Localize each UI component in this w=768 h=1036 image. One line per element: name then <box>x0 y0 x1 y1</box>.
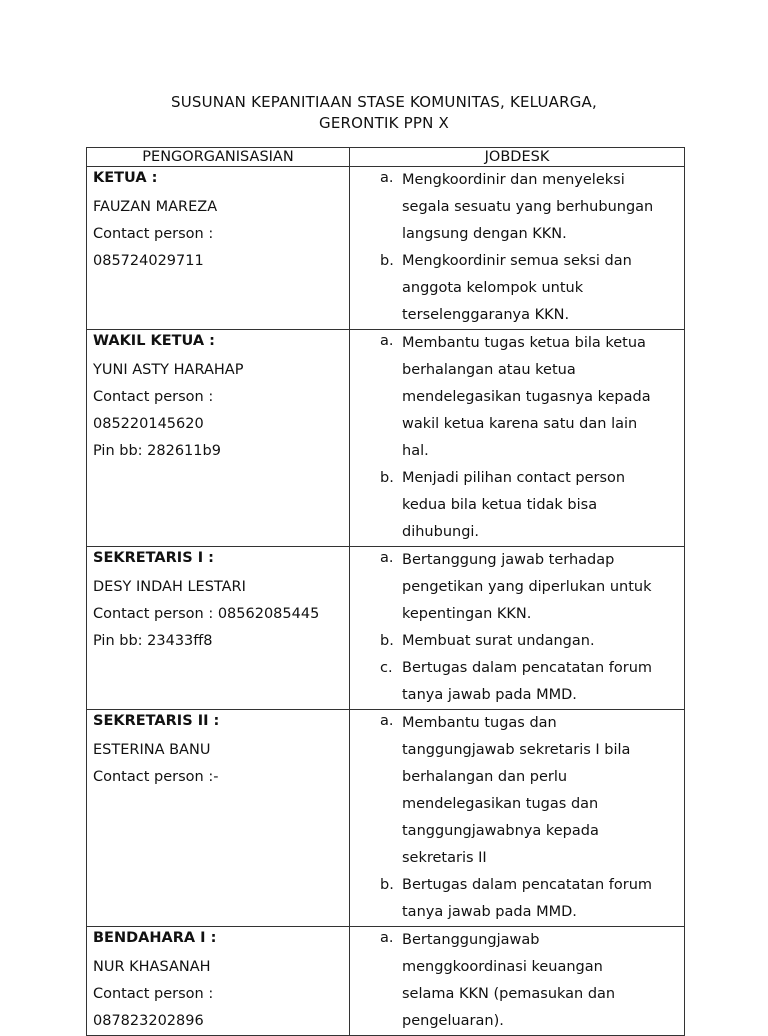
list-marker: b. <box>380 470 394 486</box>
role-title: SEKRETARIS II : <box>93 713 220 729</box>
jobdesk-text-line: mendelegasikan tugas dan <box>402 796 599 812</box>
jobdesk-text-line: dihubungi. <box>402 524 480 540</box>
jobdesk-item <box>350 628 684 655</box>
organization-cell <box>87 710 350 927</box>
jobdesk-text-line: selama KKN (pemasukan dan <box>402 986 616 1002</box>
jobdesk-list <box>350 330 684 546</box>
jobdesk-item <box>350 330 684 465</box>
member-detail: 087823202896 <box>93 1013 204 1029</box>
table-row <box>87 710 685 927</box>
jobdesk-list <box>350 710 684 926</box>
title-line-2: GERONTIK PPN X <box>319 114 449 132</box>
document-title <box>0 92 768 134</box>
jobdesk-item <box>350 547 684 628</box>
list-marker: a. <box>380 333 394 349</box>
jobdesk-text-line: menggkoordinasi keuangan <box>402 959 603 975</box>
title-line-1: SUSUNAN KEPANITIAAN STASE KOMUNITAS, KELUARGA, <box>171 93 597 111</box>
jobdesk-text-line: anggota kelompok untuk <box>402 280 584 296</box>
jobdesk-item <box>350 710 684 872</box>
header-organization: PENGORGANISASIAN <box>87 148 350 167</box>
member-detail: Contact person : <box>93 226 214 242</box>
jobdesk-list <box>350 167 684 329</box>
list-marker: c. <box>380 660 393 676</box>
list-marker: b. <box>380 253 394 269</box>
list-marker: a. <box>380 930 394 946</box>
member-detail: 085220145620 <box>93 416 204 432</box>
jobdesk-text-line: Membuat surat undangan. <box>402 633 595 649</box>
member-detail: Contact person : 08562085445 <box>93 606 320 622</box>
jobdesk-text-line: berhalangan atau ketua <box>402 362 576 378</box>
organization-cell <box>87 547 350 710</box>
member-detail: NUR KHASANAH <box>93 959 211 975</box>
member-detail: Contact person : <box>93 389 214 405</box>
role-title: BENDAHARA I : <box>93 930 217 946</box>
list-marker: a. <box>380 170 394 186</box>
jobdesk-item <box>350 167 684 248</box>
table-row <box>87 547 685 710</box>
table-row <box>87 167 685 330</box>
committee-table <box>86 147 685 1036</box>
member-detail: Contact person : <box>93 986 214 1002</box>
header-jobdesk: JOBDESK <box>350 148 685 167</box>
jobdesk-list <box>350 927 684 1035</box>
jobdesk-cell <box>350 927 685 1036</box>
jobdesk-item <box>350 655 684 709</box>
jobdesk-text-line: tanya jawab pada MMD. <box>402 687 577 703</box>
member-detail: DESY INDAH LESTARI <box>93 579 246 595</box>
organization-cell <box>87 167 350 330</box>
jobdesk-cell <box>350 710 685 927</box>
member-detail: 085724029711 <box>93 253 204 269</box>
jobdesk-text-line: Bertugas dalam pencatatan forum <box>402 660 653 676</box>
organization-cell <box>87 330 350 547</box>
list-marker: b. <box>380 877 394 893</box>
jobdesk-text-line: segala sesuatu yang berhubungan <box>402 199 654 215</box>
role-title: KETUA : <box>93 170 158 186</box>
jobdesk-text-line: pengeluaran). <box>402 1013 504 1029</box>
member-detail: Contact person :- <box>93 769 219 785</box>
table-row <box>87 927 685 1036</box>
jobdesk-list <box>350 547 684 709</box>
jobdesk-item <box>350 248 684 329</box>
jobdesk-text-line: tanggungjawabnya kepada <box>402 823 599 839</box>
jobdesk-text-line: wakil ketua karena satu dan lain <box>402 416 638 432</box>
jobdesk-text-line: Bertanggungjawab <box>402 932 540 948</box>
jobdesk-text-line: tanya jawab pada MMD. <box>402 904 577 920</box>
jobdesk-text-line: kepentingan KKN. <box>402 606 532 622</box>
jobdesk-text-line: tanggungjawab sekretaris I bila <box>402 742 631 758</box>
jobdesk-item <box>350 465 684 546</box>
jobdesk-text-line: langsung dengan KKN. <box>402 226 567 242</box>
jobdesk-item <box>350 927 684 1035</box>
jobdesk-text-line: Menjadi pilihan contact person <box>402 470 626 486</box>
jobdesk-text-line: kedua bila ketua tidak bisa <box>402 497 598 513</box>
member-detail: Pin bb: 23433ff8 <box>93 633 213 649</box>
jobdesk-cell <box>350 167 685 330</box>
jobdesk-text-line: Membantu tugas dan <box>402 715 557 731</box>
jobdesk-text-line: Mengkoordinir dan menyeleksi <box>402 172 625 188</box>
member-detail: ESTERINA BANU <box>93 742 211 758</box>
member-detail: FAUZAN MAREZA <box>93 199 218 215</box>
jobdesk-item <box>350 872 684 926</box>
jobdesk-cell <box>350 547 685 710</box>
jobdesk-text-line: Membantu tugas ketua bila ketua <box>402 335 646 351</box>
jobdesk-text-line: mendelegasikan tugasnya kepada <box>402 389 651 405</box>
organization-cell <box>87 927 350 1036</box>
table-row <box>87 330 685 547</box>
role-title: WAKIL KETUA : <box>93 333 215 349</box>
member-detail: Pin bb: 282611b9 <box>93 443 221 459</box>
jobdesk-text-line: terselenggaranya KKN. <box>402 307 570 323</box>
jobdesk-text-line: Bertanggung jawab terhadap <box>402 552 615 568</box>
role-title: SEKRETARIS I : <box>93 550 214 566</box>
list-marker: a. <box>380 550 394 566</box>
jobdesk-text-line: pengetikan yang diperlukan untuk <box>402 579 652 595</box>
list-marker: a. <box>380 713 394 729</box>
jobdesk-text-line: Bertugas dalam pencatatan forum <box>402 877 653 893</box>
jobdesk-cell <box>350 330 685 547</box>
jobdesk-text-line: sekretaris II <box>402 850 487 866</box>
jobdesk-text-line: berhalangan dan perlu <box>402 769 568 785</box>
table-body <box>87 167 685 1036</box>
jobdesk-text-line: hal. <box>402 443 429 459</box>
list-marker: b. <box>380 633 394 649</box>
jobdesk-text-line: Mengkoordinir semua seksi dan <box>402 253 632 269</box>
member-detail: YUNI ASTY HARAHAP <box>93 362 244 378</box>
table-header-row <box>87 148 685 167</box>
